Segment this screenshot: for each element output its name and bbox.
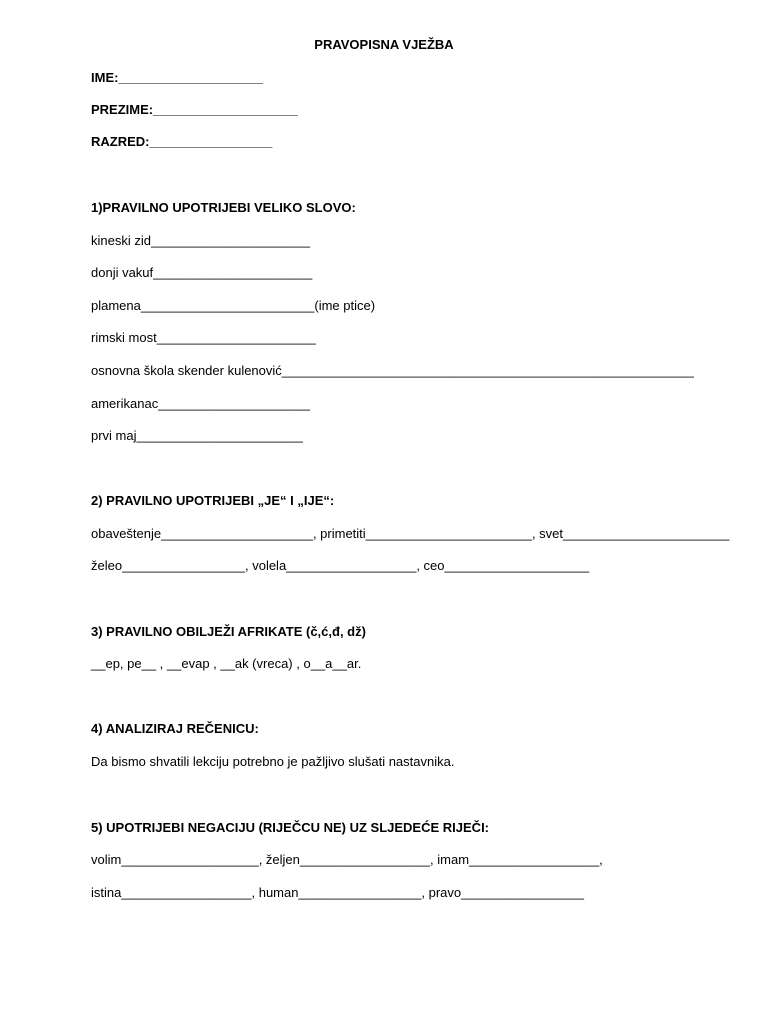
section3-row: __ep, pe__ , __evap , __ak (vreca) , o__a__ar.	[91, 656, 362, 671]
section1-item: amerikanac_____________________	[91, 396, 311, 411]
section1-item: donji vakuf______________________	[91, 265, 313, 280]
section2-row: želeo_________________, volela__________________, ceo____________________	[91, 558, 590, 573]
section4-heading: 4) ANALIZIRAJ REČENICU:	[91, 721, 259, 736]
section4-sentence: Da bismo shvatili lekciju potrebno je pažljivo slušati nastavnika.	[91, 754, 455, 769]
section2-row: obaveštenje_____________________, primetiti_______________________, svet_______________________	[91, 526, 730, 541]
name-field: IME:____________________	[91, 70, 264, 85]
section5-row: volim___________________, željen__________________, imam__________________,	[91, 852, 603, 867]
page-title: PRAVOPISNA VJEŽBA	[314, 37, 454, 52]
section1-item: kineski zid______________________	[91, 233, 311, 248]
section1-item: rimski most______________________	[91, 330, 316, 345]
section5-row: istina__________________, human_________________, pravo_________________	[91, 885, 585, 900]
section3-heading: 3) PRAVILNO OBILJEŽI AFRIKATE (č,ć,đ, dž)	[91, 624, 366, 639]
section1-item: prvi maj_______________________	[91, 428, 303, 443]
section5-heading: 5) UPOTRIJEBI NEGACIJU (RIJEČCU NE) UZ SLJEDEĆE RIJEČI:	[91, 820, 490, 835]
section2-heading: 2) PRAVILNO UPOTRIJEBI „JE“ I „IJE“:	[91, 493, 335, 508]
surname-field: PREZIME:____________________	[91, 102, 298, 117]
section1-heading: 1)PRAVILNO UPOTRIJEBI VELIKO SLOVO:	[91, 200, 356, 215]
section1-item: osnovna škola skender kulenović_________________________________________________________	[91, 363, 694, 378]
section1-item: plamena________________________(ime ptice)	[91, 298, 376, 313]
class-field: RAZRED:_________________	[91, 134, 273, 149]
